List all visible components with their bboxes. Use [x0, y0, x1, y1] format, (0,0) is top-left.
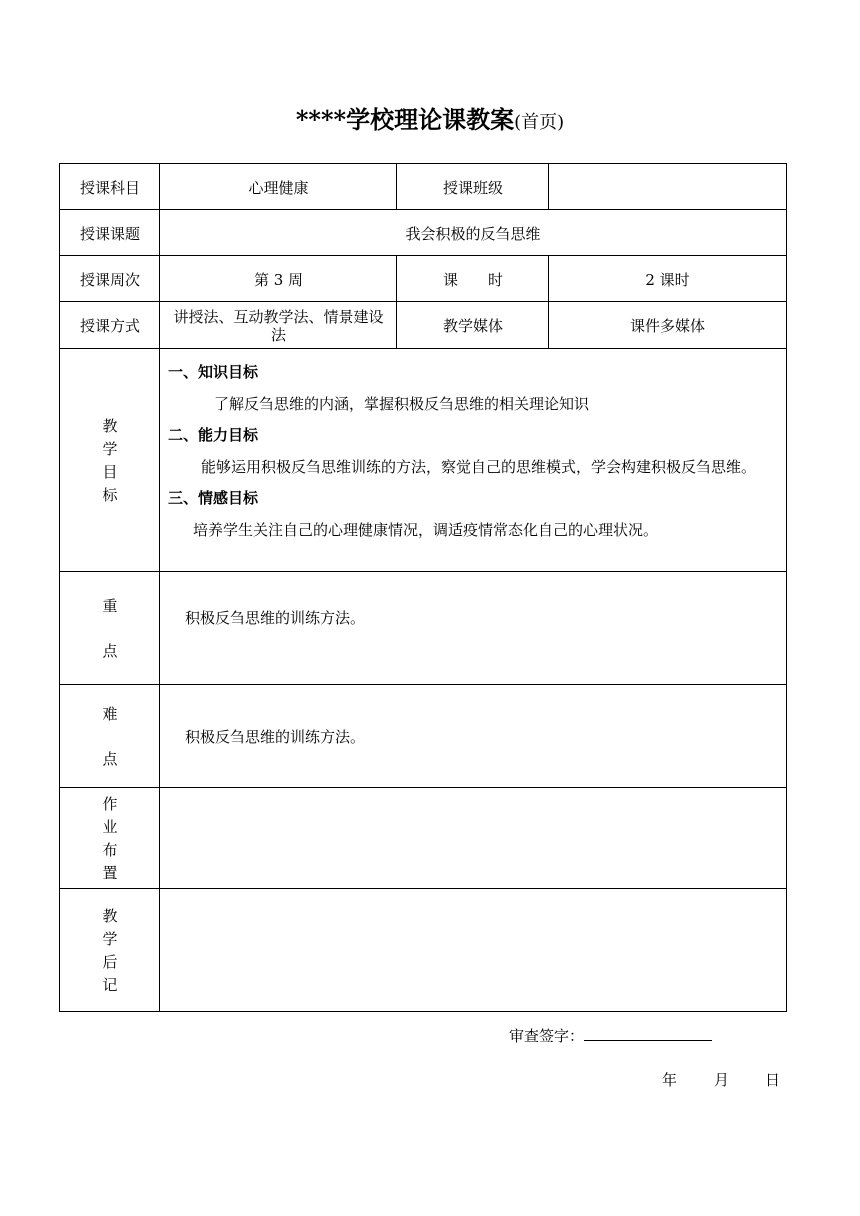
homework-char: 作 — [102, 794, 118, 813]
signature-line — [584, 1026, 712, 1041]
value-week: 第 3 周 — [159, 255, 397, 302]
date-day: 日 — [765, 1071, 781, 1089]
title-main: ****学校理论课教案 — [295, 105, 515, 134]
sign-label: 审查签字： — [509, 1027, 585, 1045]
homework-char: 布 — [102, 840, 118, 859]
homework-char: 业 — [102, 817, 118, 836]
document-title — [0, 100, 860, 143]
label-topic: 授课课题 — [59, 209, 160, 256]
objective-heading-emotion: 三、情感目标 — [168, 489, 259, 507]
objective-text-knowledge: 了解反刍思维的内涵，掌握积极反刍思维的相关理论知识 — [214, 394, 590, 413]
objectives-char: 学 — [102, 439, 118, 458]
table-bottom-border — [59, 1011, 787, 1012]
date-year: 年 — [662, 1071, 678, 1089]
objective-text-ability: 能够运用积极反刍思维训练的方法，察觉自己的思维模式，学会构建积极反刍思维。 — [201, 457, 757, 476]
objectives-char: 标 — [102, 485, 118, 504]
date-month: 月 — [714, 1071, 730, 1089]
label-method: 授课方式 — [59, 301, 160, 349]
value-media: 课件多媒体 — [548, 301, 786, 349]
difficult-point-char: 难 — [102, 704, 118, 723]
review-signature — [509, 1024, 712, 1048]
value-difficult-point: 积极反刍思维的训练方法。 — [159, 684, 786, 788]
table-right-border — [786, 163, 787, 1012]
objectives-content — [159, 348, 786, 572]
label-reflection — [59, 888, 160, 1012]
objective-text-emotion: 培养学生关注自己的心理健康情况，调适疫情常态化自己的心理状况。 — [193, 520, 659, 539]
label-media: 教学媒体 — [396, 301, 549, 349]
value-reflection — [159, 888, 786, 1012]
label-week: 授课周次 — [59, 255, 160, 302]
title-suffix: (首页) — [514, 112, 565, 133]
label-homework — [59, 787, 160, 889]
reflection-char: 记 — [102, 975, 118, 994]
key-point-char: 重 — [102, 596, 118, 615]
label-subject: 授课科目 — [59, 163, 160, 210]
label-difficult-point — [59, 684, 160, 788]
difficult-point-char: 点 — [102, 749, 118, 768]
value-method: 讲授法、互动教学法、情景建设法 — [159, 301, 397, 349]
value-key-point: 积极反刍思维的训练方法。 — [159, 571, 786, 685]
label-class: 授课班级 — [396, 163, 549, 210]
reflection-char: 学 — [102, 929, 118, 948]
reflection-char: 后 — [102, 952, 118, 971]
objectives-char: 教 — [102, 416, 118, 435]
value-subject: 心理健康 — [159, 163, 397, 210]
value-hours: 2 课时 — [548, 255, 786, 302]
label-objectives — [59, 348, 160, 572]
objective-heading-ability: 二、能力目标 — [168, 426, 259, 444]
objective-heading-knowledge: 一、知识目标 — [168, 363, 259, 381]
label-hours: 课 时 — [396, 255, 549, 302]
reflection-char: 教 — [102, 906, 118, 925]
value-topic: 我会积极的反刍思维 — [159, 209, 786, 256]
value-homework — [159, 787, 786, 889]
key-point-char: 点 — [102, 641, 118, 660]
label-key-point — [59, 571, 160, 685]
value-class — [548, 163, 786, 210]
objectives-char: 目 — [102, 462, 118, 481]
homework-char: 置 — [102, 863, 118, 882]
